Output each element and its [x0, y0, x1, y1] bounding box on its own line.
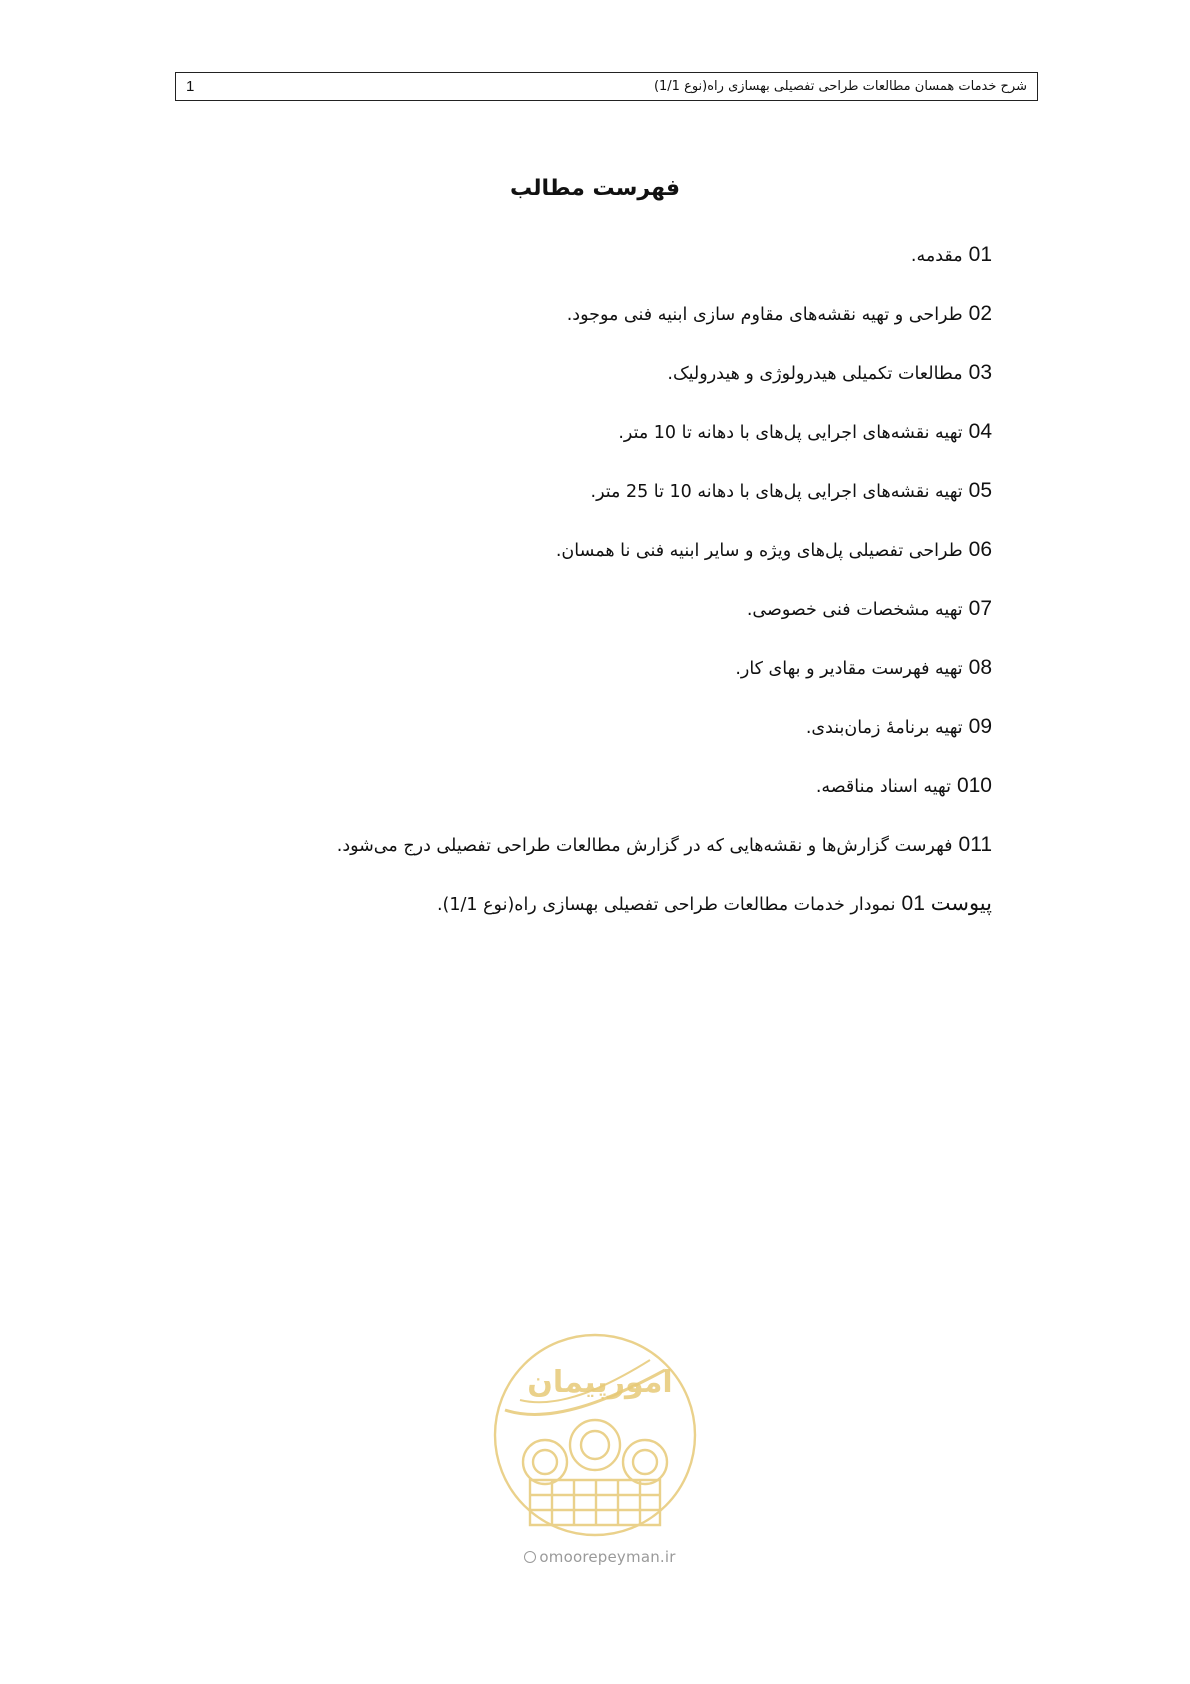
toc-item-appendix: [172, 889, 992, 948]
toc-item-05: [172, 476, 992, 535]
toc-item-number: 08: [968, 656, 992, 679]
watermark-logo: [490, 1330, 700, 1540]
toc-item-number: 09: [968, 715, 992, 738]
watermark-url: [500, 1548, 700, 1566]
toc-item-text: طراحی و تهیه نقشه‌های مقاوم سازی ابنیه فنی موجود.: [566, 305, 963, 325]
toc-item-number: پیوست 01: [901, 892, 992, 915]
toc-item-text: مقدمه.: [910, 246, 963, 266]
toc-item-011: [172, 830, 992, 889]
toc-item-03: [172, 358, 992, 417]
toc-item-number: 05: [968, 479, 992, 502]
toc-item-number: 06: [968, 538, 992, 561]
toc-item-04: [172, 417, 992, 476]
toc-item-text: تهیه اسناد مناقصه.: [815, 777, 951, 797]
toc-item-text: تهیه برنامۀ زمان‌بندی.: [805, 718, 963, 738]
toc-item-text: تهیه نقشه‌های اجرایی پل‌های با دهانه تا 10 متر.: [618, 423, 963, 443]
toc-item-01: [172, 240, 992, 299]
toc-item-number: 07: [968, 597, 992, 620]
toc-item-text: تهیه فهرست مقادیر و بهای کار.: [735, 659, 963, 679]
toc-item-08: [172, 653, 992, 712]
toc-item-06: [172, 535, 992, 594]
toc-item-text: مطالعات تکمیلی هیدرولوژی و هیدرولیک.: [667, 364, 963, 384]
page-number: 1: [186, 78, 195, 95]
toc-item-number: 010: [956, 774, 992, 797]
toc-item-02: [172, 299, 992, 358]
toc-item-text: تهیه نقشه‌های اجرایی پل‌های با دهانه 10 تا 25 متر.: [590, 482, 963, 502]
toc-item-number: 01: [968, 243, 992, 266]
toc-item-text: فهرست گزارش‌ها و نقشه‌هایی که در گزارش مطالعات طراحی تفصیلی درج می‌شود.: [336, 836, 953, 856]
toc-item-number: 02: [968, 302, 992, 325]
toc-item-number: 03: [968, 361, 992, 384]
toc-item-010: [172, 771, 992, 830]
toc-item-07: [172, 594, 992, 653]
toc-item-text: طراحی تفصیلی پل‌های ویژه و سایر ابنیه فنی نا همسان.: [555, 541, 963, 561]
toc-title: فهرست مطالب: [509, 176, 681, 201]
header-title: شرح خدمات همسان مطالعات طراحی تفصیلی بهسازی راه(نوع 1/1): [653, 79, 1027, 94]
watermark-logo-text: امورپیمان: [527, 1365, 673, 1400]
globe-icon: [524, 1551, 536, 1563]
toc-list: [172, 240, 992, 948]
toc-item-09: [172, 712, 992, 771]
watermark-url-text: omoorepeyman.ir: [539, 1548, 676, 1566]
toc-item-number: 04: [968, 420, 992, 443]
toc-item-number: 011: [958, 833, 992, 856]
page-header: [175, 72, 1038, 101]
toc-item-text: تهیه مشخصات فنی خصوصی.: [746, 600, 963, 620]
toc-item-text: نمودار خدمات مطالعات طراحی تفصیلی بهسازی راه(نوع 1/1).: [436, 895, 896, 915]
